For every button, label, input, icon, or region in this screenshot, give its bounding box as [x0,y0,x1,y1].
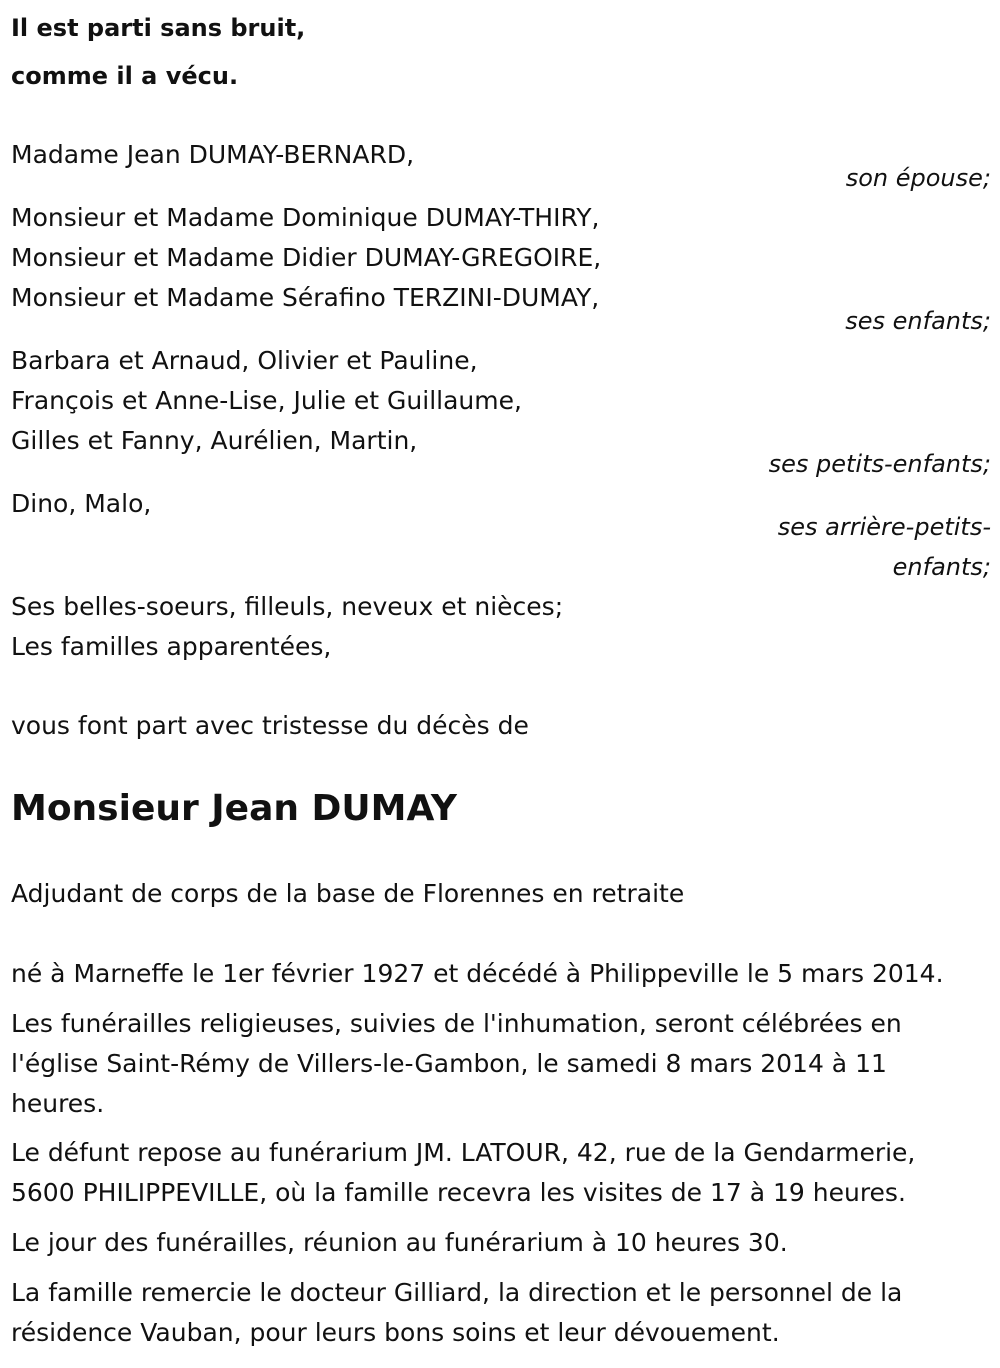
other-relatives-line: Les familles apparentées, [11,632,332,661]
grandchildren-role: ses petits-enfants; [768,450,991,478]
other-relatives-line: Ses belles-soeurs, filleuls, neveux et nièces; [11,592,564,621]
grandchild-names: Barbara et Arnaud, Olivier et Pauline, [11,346,478,375]
deceased-title: Adjudant de corps de la base de Florennes en retraite [11,879,685,908]
grandchildren-list [11,341,522,461]
funeral-info: Les funérailles religieuses, suivies de l'inhumation, seront célébrées en l'église Saint-Rémy de Villers-le-Gambon, le samedi 8 mars 2014 à 11 heures. [11,1009,902,1118]
deceased-name: Monsieur Jean DUMAY [11,788,457,829]
quote-line-2: comme il a vécu. [11,62,239,90]
opening-quote [11,4,305,100]
child-name: Monsieur et Madame Dominique DUMAY-THIRY, [11,203,600,232]
quote-line-1: Il est parti sans bruit, [11,14,306,42]
child-name: Monsieur et Madame Didier DUMAY-GREGOIRE, [11,243,602,272]
children-list [11,198,601,318]
grandchild-names: Gilles et Fanny, Aurélien, Martin, [11,426,418,455]
grandchild-names: François et Anne-Lise, Julie et Guillaume, [11,386,522,415]
child-name: Monsieur et Madame Sérafino TERZINI-DUMAY, [11,283,600,312]
birth-death-info: né à Marneffe le 1er février 1927 et décédé à Philippeville le 5 mars 2014. [11,959,944,988]
announcement-text: vous font part avec tristesse du décès de [11,711,529,740]
children-role: ses enfants; [845,307,991,335]
spouse-role: son épouse; [845,164,991,192]
gathering-info: Le jour des funérailles, réunion au funérarium à 10 heures 30. [11,1228,788,1257]
great-grandchildren-role: ses arrière-petits-enfants; [777,513,991,581]
viewing-info: Le défunt repose au funérarium JM. LATOUR, 42, rue de la Gendarmerie, 5600 PHILIPPEVILLE, où la famille recevra les visites de 17 à 19 heures. [11,1138,916,1207]
other-relatives [11,587,563,667]
great-grandchildren-names: Dino, Malo, [11,489,152,518]
spouse-name: Madame Jean DUMAY-BERNARD, [11,140,415,169]
thanks-info: La famille remercie le docteur Gilliard, la direction et le personnel de la résidence Vauban, pour leurs bons soins et leur dévouement. [11,1278,903,1347]
